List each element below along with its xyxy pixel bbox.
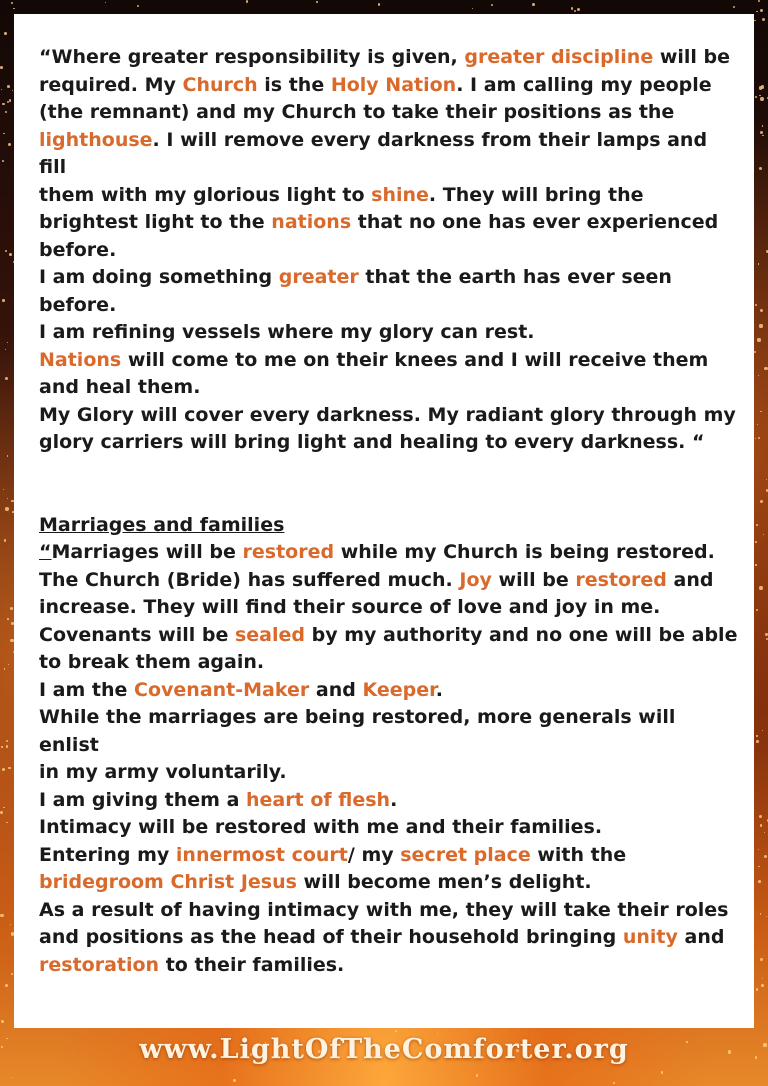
ember-spark bbox=[1, 746, 2, 747]
ember-spark bbox=[13, 8, 15, 10]
ember-spark bbox=[764, 855, 767, 858]
text-line bbox=[39, 567, 739, 595]
text-segment: “Where greater responsibility is given, bbox=[39, 46, 465, 68]
ember-spark bbox=[760, 958, 763, 961]
text-segment: and positions as the head of their household bringing bbox=[39, 926, 623, 948]
text-line bbox=[39, 209, 739, 237]
text-segment: While the marriages are being restored, more generals will enlist bbox=[39, 706, 676, 756]
text-segment: will be bbox=[491, 568, 576, 591]
ember-spark bbox=[3, 807, 4, 808]
text-segment: “ bbox=[39, 541, 52, 563]
ember-spark bbox=[758, 375, 760, 377]
ember-spark bbox=[5, 349, 6, 350]
ember-spark bbox=[5, 507, 8, 510]
ember-spark bbox=[756, 524, 758, 526]
ember-spark bbox=[0, 811, 3, 814]
ember-spark bbox=[758, 437, 760, 439]
marriages-paragraph bbox=[39, 539, 739, 979]
text-line bbox=[39, 347, 739, 375]
ember-spark bbox=[378, 3, 381, 6]
ember-spark bbox=[755, 541, 757, 543]
text-segment: (the remnant) and my Church to take their positions as the bbox=[39, 101, 675, 123]
text-line bbox=[39, 924, 739, 952]
ember-spark bbox=[755, 96, 757, 98]
ember-spark bbox=[762, 125, 764, 127]
text-line bbox=[39, 237, 739, 265]
ember-spark bbox=[762, 730, 764, 732]
ember-spark bbox=[762, 978, 763, 979]
ember-spark bbox=[756, 740, 759, 743]
text-line bbox=[39, 759, 739, 787]
highlighted-word: Covenant-Maker bbox=[134, 678, 310, 701]
text-segment: them with my glorious light to bbox=[39, 183, 372, 206]
ember-spark bbox=[756, 735, 757, 736]
ember-spark bbox=[760, 500, 763, 503]
text-segment: . bbox=[435, 678, 443, 701]
text-segment: will be bbox=[653, 46, 731, 68]
ember-spark bbox=[755, 564, 757, 566]
ember-spark bbox=[5, 250, 7, 252]
text-segment: glory carriers will bring light and healing to every darkness. “ bbox=[39, 431, 705, 453]
ember-spark bbox=[574, 10, 576, 12]
ember-spark bbox=[758, 849, 760, 851]
text-line bbox=[39, 897, 739, 925]
ember-spark bbox=[2, 103, 4, 105]
highlighted-word: sealed bbox=[234, 623, 305, 646]
document-content bbox=[39, 44, 739, 979]
ember-spark bbox=[5, 111, 7, 113]
highlighted-word: Joy bbox=[459, 568, 492, 591]
highlighted-word: Church bbox=[182, 73, 258, 96]
highlighted-word: heart of flesh bbox=[246, 788, 391, 811]
ember-spark bbox=[757, 338, 760, 341]
text-segment: that the earth has ever seen before. bbox=[39, 266, 672, 316]
ember-spark bbox=[8, 767, 11, 770]
text-segment: The Church (Bride) has suffered much. bbox=[39, 568, 460, 591]
ember-spark bbox=[760, 824, 763, 827]
ember-spark bbox=[661, 1071, 664, 1074]
text-line bbox=[39, 869, 739, 897]
text-line bbox=[39, 72, 739, 100]
ember-spark bbox=[472, 8, 473, 9]
ember-spark bbox=[760, 309, 763, 312]
ember-spark bbox=[757, 424, 758, 425]
ember-spark bbox=[755, 304, 757, 306]
highlighted-word: bridegroom Christ Jesus bbox=[39, 871, 297, 893]
ember-spark bbox=[755, 438, 756, 439]
ember-spark bbox=[613, 1082, 615, 1084]
ember-spark bbox=[756, 988, 758, 990]
text-line bbox=[39, 429, 739, 457]
text-segment: and bbox=[666, 568, 714, 591]
highlighted-word: secret place bbox=[400, 843, 531, 866]
ember-spark bbox=[7, 455, 9, 457]
ember-spark bbox=[10, 607, 13, 610]
highlighted-word: innermost court bbox=[175, 843, 348, 866]
text-line bbox=[39, 704, 739, 759]
text-segment: will become men’s delight. bbox=[296, 871, 592, 893]
ember-spark bbox=[11, 1077, 12, 1078]
highlighted-word: restored bbox=[575, 568, 667, 591]
highlighted-word: shine bbox=[371, 183, 429, 206]
ember-spark bbox=[4, 668, 5, 669]
text-line bbox=[39, 952, 739, 980]
ember-spark bbox=[7, 85, 10, 88]
text-line bbox=[39, 842, 739, 870]
text-segment: is the bbox=[257, 73, 331, 96]
text-segment: by my authority and no one will be able bbox=[305, 623, 738, 646]
text-segment: to their families. bbox=[159, 953, 345, 976]
ember-spark bbox=[759, 95, 760, 96]
ember-spark bbox=[246, 0, 248, 2]
text-line bbox=[39, 402, 739, 430]
ember-spark bbox=[754, 351, 756, 353]
text-segment: brightest light to the bbox=[39, 211, 272, 233]
ember-spark bbox=[1, 1020, 4, 1023]
text-segment: Marriages will be bbox=[51, 541, 243, 563]
ember-spark bbox=[765, 633, 768, 636]
text-segment: I am giving them a bbox=[39, 788, 247, 811]
ember-spark bbox=[1, 89, 2, 90]
ember-spark bbox=[316, 1, 318, 3]
ember-spark bbox=[766, 479, 767, 480]
text-segment: in my army voluntarily. bbox=[39, 761, 287, 783]
ember-spark bbox=[7, 618, 9, 620]
ember-spark bbox=[577, 8, 580, 11]
ember-spark bbox=[3, 133, 5, 135]
text-segment: that no one has ever experienced bbox=[351, 211, 719, 233]
highlighted-word: Nations bbox=[39, 348, 122, 371]
text-line bbox=[39, 787, 739, 815]
text-segment: I am doing something bbox=[39, 266, 279, 288]
ember-spark bbox=[8, 143, 11, 146]
text-line bbox=[39, 622, 739, 650]
ember-spark bbox=[395, 1030, 397, 1032]
text-line bbox=[39, 264, 739, 319]
ember-spark bbox=[756, 11, 758, 13]
text-segment: . They will bring the bbox=[428, 183, 644, 206]
text-segment: My Glory will cover every darkness. My radiant glory through my bbox=[39, 403, 736, 426]
text-segment: I am refining vessels where my glory can rest. bbox=[39, 321, 535, 343]
text-segment: increase. They will find their source of love and joy in me. bbox=[39, 596, 661, 618]
text-line bbox=[39, 44, 739, 72]
text-segment: before. bbox=[39, 238, 117, 261]
ember-spark bbox=[759, 815, 762, 818]
website-footer: www.LightOfTheComforter.org bbox=[139, 1034, 629, 1065]
ember-spark bbox=[760, 9, 763, 12]
text-segment: / my bbox=[347, 843, 401, 866]
ember-spark bbox=[6, 740, 9, 743]
ember-spark bbox=[9, 253, 12, 256]
ember-spark bbox=[3, 489, 4, 490]
text-segment: while my Church is being restored. bbox=[334, 541, 715, 563]
ember-spark bbox=[105, 2, 106, 3]
ember-spark bbox=[0, 914, 3, 917]
ember-spark bbox=[6, 822, 7, 823]
ember-spark bbox=[7, 342, 8, 343]
highlighted-word: restored bbox=[242, 541, 335, 563]
ember-spark bbox=[754, 20, 755, 21]
ember-spark bbox=[766, 916, 767, 917]
text-line bbox=[39, 99, 739, 127]
ember-spark bbox=[137, 5, 139, 7]
text-segment: Covenants will be bbox=[39, 623, 235, 646]
ember-spark bbox=[6, 745, 9, 748]
text-segment: with the bbox=[530, 843, 627, 866]
text-line bbox=[39, 594, 739, 622]
ember-spark bbox=[759, 586, 762, 589]
text-line bbox=[39, 319, 739, 347]
ember-spark bbox=[5, 984, 8, 987]
text-segment: . I am calling my people bbox=[456, 73, 712, 96]
ember-spark bbox=[10, 924, 11, 925]
prophecy-paragraph bbox=[39, 44, 739, 457]
ember-spark bbox=[760, 913, 761, 914]
highlighted-word: lighthouse bbox=[39, 128, 153, 151]
text-segment: and bbox=[309, 678, 363, 701]
ember-spark bbox=[764, 832, 765, 833]
ember-spark bbox=[759, 167, 762, 170]
highlighted-word: Holy Nation bbox=[330, 73, 457, 96]
text-line bbox=[39, 649, 739, 677]
ember-spark bbox=[758, 880, 761, 883]
text-segment: will come to me on their knees and I will receive them bbox=[121, 348, 709, 371]
text-line bbox=[39, 539, 739, 567]
ember-spark bbox=[2, 160, 4, 162]
highlighted-word: nations bbox=[271, 211, 352, 233]
ember-spark bbox=[7, 101, 9, 103]
text-segment: . bbox=[390, 788, 398, 811]
text-line bbox=[39, 127, 739, 182]
ember-spark bbox=[2, 768, 5, 771]
ember-spark bbox=[233, 1079, 236, 1082]
ember-spark bbox=[763, 534, 764, 535]
ember-spark bbox=[762, 18, 765, 21]
ember-spark bbox=[733, 6, 735, 8]
ember-spark bbox=[532, 3, 535, 6]
ember-spark bbox=[764, 367, 767, 370]
highlighted-word: restoration bbox=[39, 953, 160, 976]
text-segment: As a result of having intimacy with me, they will take their roles bbox=[39, 898, 729, 921]
ember-spark bbox=[9, 99, 11, 101]
highlighted-word: unity bbox=[622, 926, 678, 948]
section-heading: Marriages and families bbox=[39, 513, 285, 536]
text-segment: Intimacy will be restored with me and their families. bbox=[39, 816, 603, 838]
ember-spark bbox=[760, 411, 761, 412]
ember-spark bbox=[571, 7, 573, 9]
text-line bbox=[39, 677, 739, 705]
ember-spark bbox=[0, 66, 3, 69]
text-segment: required. My bbox=[39, 73, 183, 96]
ember-spark bbox=[756, 609, 758, 611]
highlighted-word: Keeper bbox=[362, 678, 436, 701]
text-segment: I am the bbox=[39, 678, 135, 701]
text-segment: Entering my bbox=[39, 843, 176, 866]
ember-spark bbox=[476, 1074, 479, 1077]
ember-spark bbox=[760, 97, 763, 100]
ember-spark bbox=[491, 4, 493, 6]
ember-spark bbox=[4, 539, 6, 541]
ember-spark bbox=[7, 498, 8, 499]
ember-spark bbox=[2, 299, 4, 301]
text-line bbox=[39, 814, 739, 842]
ember-spark bbox=[758, 263, 759, 264]
text-segment: . I will remove every darkness from their lamps and fill bbox=[39, 128, 708, 178]
ember-spark bbox=[762, 135, 764, 137]
ember-spark bbox=[761, 984, 764, 987]
ember-spark bbox=[760, 131, 763, 134]
ember-spark bbox=[759, 324, 762, 327]
ember-spark bbox=[759, 86, 762, 89]
text-line bbox=[39, 182, 739, 210]
ember-spark bbox=[11, 973, 13, 975]
ember-spark bbox=[8, 664, 9, 665]
ember-spark bbox=[4, 32, 7, 35]
highlighted-word: greater discipline bbox=[464, 46, 654, 68]
text-segment: and bbox=[677, 926, 725, 948]
ember-spark bbox=[758, 866, 760, 868]
highlighted-word: greater bbox=[278, 266, 359, 288]
text-segment: and heal them. bbox=[39, 376, 201, 398]
text-segment: to break them again. bbox=[39, 651, 265, 673]
ember-spark bbox=[11, 2, 13, 4]
section-gap bbox=[39, 457, 739, 512]
ember-spark bbox=[5, 377, 8, 380]
document-page bbox=[14, 14, 754, 1028]
text-line bbox=[39, 374, 739, 402]
ember-spark bbox=[758, 0, 760, 2]
